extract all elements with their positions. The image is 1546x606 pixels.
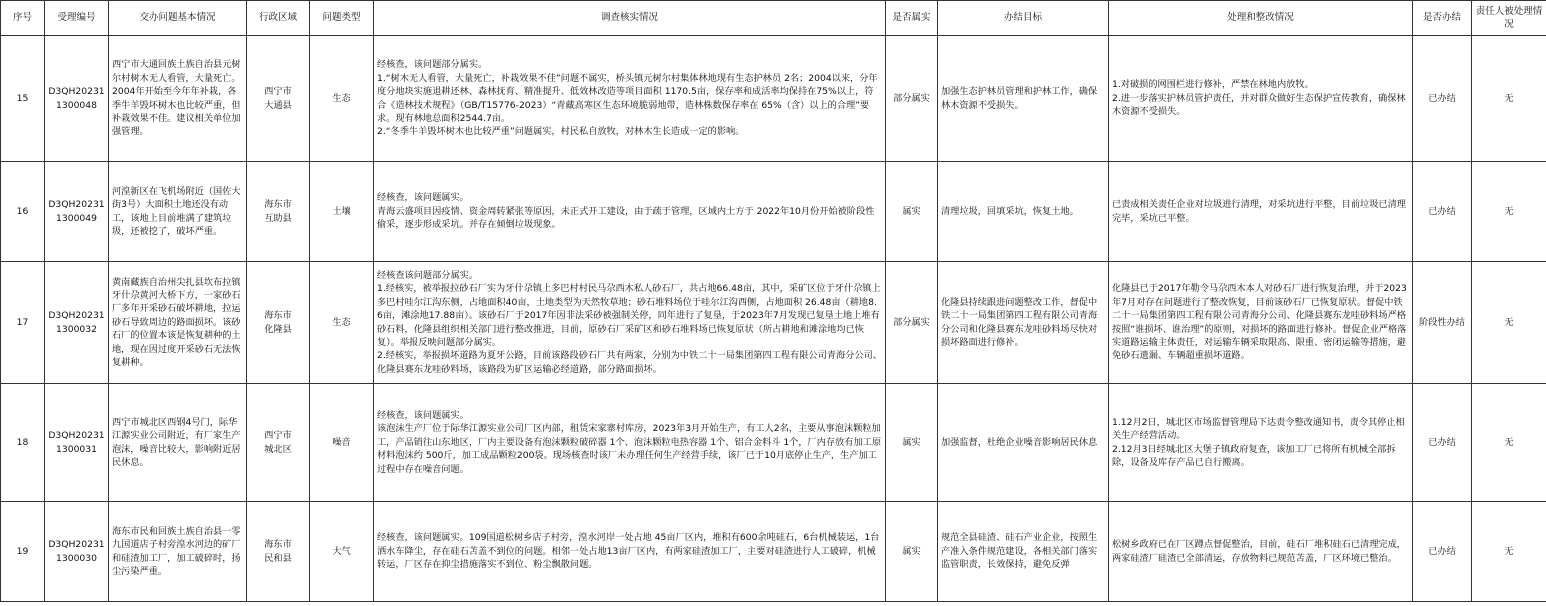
cell-region: 海东市 化隆县 [247, 262, 310, 384]
header-id: 受理编号 [45, 1, 109, 36]
cell-seq: 18 [1, 384, 45, 502]
cell-is-true: 属实 [886, 502, 938, 602]
cell-done: 已办结 [1413, 36, 1472, 162]
header-region: 行政区域 [247, 1, 310, 36]
cell-handling: 化隆县已于2017年勒令马尕西木本人对砂石厂进行恢复治理，并于2023年7月对存在问题进行了整改恢复，目前该砂石厂已恢复原状。督促中铁二十一局集团第四工程有限公司青海分公司、化隆县赛东龙哇砂料场严格按照“谁损坏、谁治理”的原则，对损坏的路面进行修补。督促企业严格落实道路运输主体责任，对运输车辆采取限高、限重、密闭运输等措施，避免砂石遗漏、车辆超重损坏道路。 [1109, 262, 1413, 384]
cell-type: 土壤 [310, 162, 374, 262]
cell-handling: 松树乡政府已在厂区蹲点督促整治，目前，硅石厂堆积硅石已清理完成，两家硅渣厂硅渣已全部清运，存放物料已规范苫盖，厂区环境已整治。 [1109, 502, 1413, 602]
cell-seq: 17 [1, 262, 45, 384]
header-accountable: 责任人被处理情况 [1472, 1, 1546, 36]
cell-goal: 加强监督，杜绝企业噪音影响居民休息 [938, 384, 1109, 502]
header-done: 是否办结 [1413, 1, 1472, 36]
cell-type: 生态 [310, 262, 374, 384]
table-row [1, 502, 1546, 602]
cell-accountable: 无 [1472, 162, 1546, 262]
cell-type: 大气 [310, 502, 374, 602]
table-row [1, 36, 1546, 162]
header-type: 问题类型 [310, 1, 374, 36]
header-seq: 序号 [1, 1, 45, 36]
cell-investigation: 经核查该问题部分属实。 1.经核实，被举报拉砂石厂实为牙什尕镇上多巴村村民马尕西木私人砂石厂，共占地66.48亩，其中，采矿区位于牙什尕镇上多巴村哇尔江沟东侧，占地面积40亩，土地类型为天然牧草地；砂石堆料场位于哇尔江沟西侧，占地面积 26.48亩（耕地8.6亩，滩涂地17.88亩）。该砂石厂于2017年因非法采砂被强制关停，同年进行了复垦，于2023年7月发现已复垦土地上堆有砂石料，化隆县组织相关部门进行整改推进，目前，原砂石厂采矿区和砂石堆料场已恢复原状（所占耕地和滩涂地均已恢复）。举报反映问题部分属实。 2.经核实，举报损坏道路为夏牙公路，目前该路段砂石厂共有两家，分别为中铁二十一局集团第四工程有限公司青海分公司、化隆县赛东龙哇砂料场，该路段为矿区运输必经道路，部分路面损坏。 [374, 262, 886, 384]
table-row [1, 384, 1546, 502]
cell-done: 阶段性办结 [1413, 262, 1472, 384]
header-goal: 办结目标 [938, 1, 1109, 36]
cell-basic: 河湟新区在飞机场附近（国佐大街3号）大面积土地还没有动工，该地上目前堆满了建筑垃圾，还被挖了，破坏严重。 [109, 162, 247, 262]
header-is-true: 是否属实 [886, 1, 938, 36]
header-investigation: 调查核实情况 [374, 1, 886, 36]
cell-handling: 1.对破损的网围栏进行修补，严禁在林地内放牧。 2.进一步落实护林员管护责任，并对群众做好生态保护宣传教育，确保林木资源不受损失。 [1109, 36, 1413, 162]
cell-investigation: 经核查，该问题属实。109国道松树乡店子村旁，湟水河岸一处占地 45亩厂区内，堆积有600余吨硅石，6台机械装运，1台洒水车降尘，存在硅石苫盖不到位的问题。相邻一处占地13亩厂区内，有两家硅渣加工厂，主要对硅渣进行人工破碎，机械转运，厂区存在抑尘措施落实不到位、粉尘飘散问题。 [374, 502, 886, 602]
cell-investigation: 经核查，该问题部分属实。 1.“树木无人看管，大量死亡，补栽效果不佳”问题不属实，桥头镇元树尔村集体林地现有生态护林员 2名；2004以来，分年度分地块实施退耕还林、森林抚育、精准提升、低效林改造等项目面积 1170.5亩，保存率和成活率均保持在75%以上，符合《造林技术规程》（GB/T15776-2023）“青藏高寒区生态环境脆弱地带，造林株数保存率在 65%（含）以上的合理”要求。现有林地总面积2544.7亩。 2.“冬季牛羊毁坏树木也比较严重”问题属实，村民私自放牧，对林木生长造成一定的影响。 [374, 36, 886, 162]
cell-id: D3QH20231 1300032 [45, 262, 109, 384]
cell-id: D3QH20231 1300030 [45, 502, 109, 602]
table-row [1, 262, 1546, 384]
cell-basic: 黄南藏族自治州尖扎县坎布拉镇牙什尕黄河大桥下方，一家砂石厂多年开采砂石破坏耕地，拉运砂石导致周边的路面损坏。该砂石厂的位置本该是恢复耕种的土地，现在因过度开采砂石无法恢复耕种。 [109, 262, 247, 384]
cell-id: D3QH20231 1300049 [45, 162, 109, 262]
cell-is-true: 部分属实 [886, 36, 938, 162]
cell-handling: 1.12月2日，城北区市场监督管理局下达责令整改通知书，责令其停止相关生产经营活动。 2.12月3日经城北区大堡子镇政府复查，该加工厂已将所有机械全部拆除，设备及库存产品已自行搬离。 [1109, 384, 1413, 502]
cell-done: 已办结 [1413, 502, 1472, 602]
cell-basic: 海东市民和回族土族自治县一零九国道店子村旁湟水河边的矿厂和硅渣加工厂，加工破碎时，扬尘污染严重。 [109, 502, 247, 602]
cell-goal: 规范全县硅渣、硅石产业企业，按照生产准入条件规范建设，各相关部门落实监管职责，长效保持，避免反弹 [938, 502, 1109, 602]
cell-id: D3QH20231 1300031 [45, 384, 109, 502]
cell-seq: 16 [1, 162, 45, 262]
cell-type: 噪音 [310, 384, 374, 502]
header-handling: 处理和整改情况 [1109, 1, 1413, 36]
table-row [1, 162, 1546, 262]
cell-basic: 西宁市城北区西钢4号门，际华江源实业公司附近，有厂家生产泡沫，噪音比较大，影响附近居民休息。 [109, 384, 247, 502]
cell-is-true: 属实 [886, 162, 938, 262]
cell-accountable: 无 [1472, 262, 1546, 384]
cell-region: 西宁市 城北区 [247, 384, 310, 502]
cell-type: 生态 [310, 36, 374, 162]
cell-goal: 化隆县持续跟进问题整改工作，督促中铁二十一局集团第四工程有限公司青海分公司和化隆县赛东龙哇砂料场尽快对损坏路面进行修补。 [938, 262, 1109, 384]
cell-investigation: 经核查，该问题属实。 青海云盛项目因疫情、资金周转紧张等原因，未正式开工建设，由于疏于管理，区域内土方于 2022年10月份开始被阶段性偷采，逐步形成采坑。并存在倾倒垃圾现象。 [374, 162, 886, 262]
cell-basic: 西宁市大通回族土族自治县元树尔村树木无人看管，大量死亡。2004年开始至今年年补栽，各季牛羊毁坏树木也比较严重，但补栽效果不佳。建议相关单位加强管理。 [109, 36, 247, 162]
table-header-row [1, 1, 1546, 36]
cell-id: D3QH20231 1300048 [45, 36, 109, 162]
cell-seq: 15 [1, 36, 45, 162]
header-basic: 交办问题基本情况 [109, 1, 247, 36]
cell-is-true: 部分属实 [886, 262, 938, 384]
cell-goal: 加强生态护林员管理和护林工作，确保林木资源不受损失。 [938, 36, 1109, 162]
cell-accountable: 无 [1472, 36, 1546, 162]
cell-goal: 清理垃圾，回填采坑，恢复土地。 [938, 162, 1109, 262]
cell-seq: 19 [1, 502, 45, 602]
cell-accountable: 无 [1472, 384, 1546, 502]
cell-region: 西宁市 大通县 [247, 36, 310, 162]
cell-done: 已办结 [1413, 384, 1472, 502]
cell-region: 海东市 民和县 [247, 502, 310, 602]
cell-handling: 已责成相关责任企业对垃圾进行清理，对采坑进行平整，目前垃圾已清理完毕，采坑已平整。 [1109, 162, 1413, 262]
cell-investigation: 经核查，该问题属实。 该泡沫生产厂位于际华江源实业公司厂区内部，租赁宋家寨村库房，2023年3月开始生产，有工人2名，主要从事泡沫颗粒加工，产品销往山东地区，厂内主要设备有泡沫颗粒破碎器 1个、泡沫颗粒电热容器 1个、铝合金料斗 1个，厂内存放有加工原材料泡沫约 500斤，加工成品颗粒200袋。现场核查时该厂未办理任何生产经营手续，该厂已于10月底停止生产，生产加工过程中存在噪音问题。 [374, 384, 886, 502]
cell-region: 海东市 互助县 [247, 162, 310, 262]
cell-accountable: 无 [1472, 502, 1546, 602]
cell-done: 已办结 [1413, 162, 1472, 262]
cell-is-true: 属实 [886, 384, 938, 502]
